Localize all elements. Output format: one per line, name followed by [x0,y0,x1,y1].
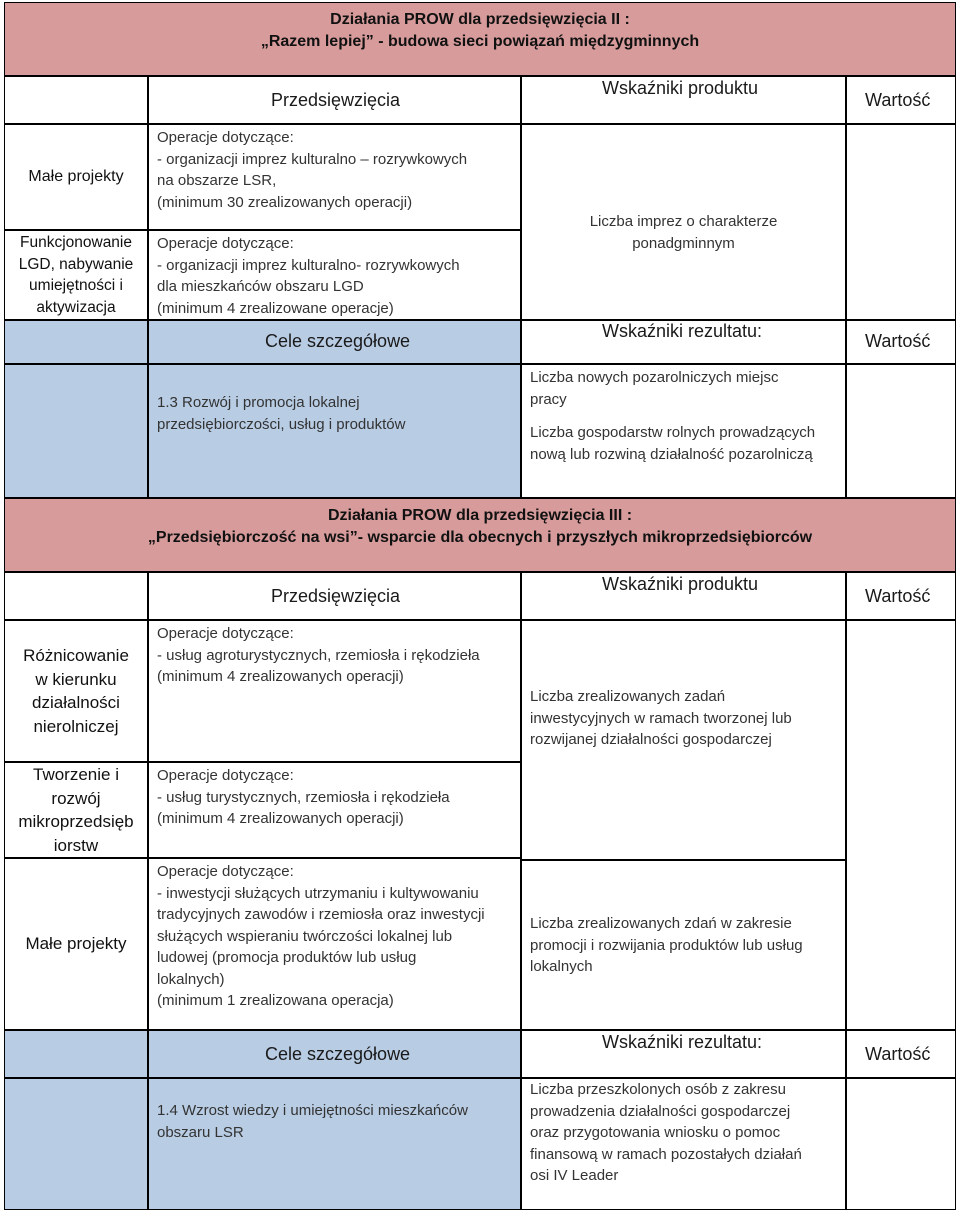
section2-rezultat-2: Liczba gospodarstw rolnych prowadzących nową lub rozwiną działalność pozarolniczą [530,424,816,463]
section3-row-tworzenie: Tworzenie i rozwój mikroprzedsięb iorstw [4,762,148,858]
section3-cele-empty [4,1078,148,1210]
section2-header-empty-2 [4,320,148,364]
section3-wartosc-produktu [846,620,956,1030]
section3-operation-3: Operacje dotyczące: - inwestycji służących utrzymaniu i kultywowaniu tradycyjnych zawodów i rzemiosła oraz inwestycji służących wspieraniu twórczości lokalnej lub ludowej (promocja produktów lub usług lokalnych) (minimum 1 zrealizowana operacja) [148,858,521,1030]
section3-rezultat-wartosc [846,1078,956,1210]
section2-wartosc-rezultatu: Wartość [846,320,956,364]
section3-header [4,498,956,572]
section3-title-line1: Działania PROW dla przedsięwzięcia III : [327,507,633,524]
section2-col-przedsiewziecia: Przedsięwzięcia [148,76,521,124]
section3-row-male-projekty: Małe projekty [4,858,148,1030]
section2-title-line1: Działania PROW dla przedsięwzięcia II : [330,11,630,28]
section2-operation-2: Operacje dotyczące: - organizacji imprez kulturalno- rozrywkowych dla mieszkańców obszaru LGD (minimum 4 zrealizowane operacje) [148,230,521,320]
section2-wartosc-produktu [846,124,956,320]
section3-wartosc-rezultatu: Wartość [846,1030,956,1078]
section2-wskaznik-produktu: Liczba imprez o charakterze ponadgminnym [521,124,846,320]
section2-row-funkcjonowanie: Funkcjonowanie LGD, nabywanie umiejętności i aktywizacja [4,230,148,320]
section2-col-wartosc: Wartość [846,76,956,124]
section2-header-empty [4,76,148,124]
section2-rezultat-wartosc [846,364,956,498]
section3-cel-1-4: 1.4 Wzrost wiedzy i umiejętności mieszkańców obszaru LSR [148,1078,521,1210]
section3-col-wskazniki-produktu: Wskaźniki produktu [521,572,846,620]
section3-wskaznik-produktu-1: Liczba zrealizowanych zadań inwestycyjnych w ramach tworzonej lub rozwijanej działalności gospodarczej [521,620,846,860]
section3-wskaznik-produktu-2: Liczba zrealizowanych zdań w zakresie promocji i rozwijania produktów lub usług lokalnych [521,860,846,1030]
section2-rezultat-1: Liczba nowych pozarolniczych miejsc pracy [530,369,779,408]
section2-header [4,2,956,76]
section2-cele-szczegolowe: Cele szczegółowe [148,320,521,364]
section2-col-wskazniki-produktu: Wskaźniki produktu [521,76,846,124]
section3-col-wartosc: Wartość [846,572,956,620]
section3-header-empty [4,572,148,620]
section2-title-line2: „Razem lepiej” - budowa sieci powiązań międzygminnych [260,33,700,50]
section2-operation-1: Operacje dotyczące: - organizacji imprez kulturalno – rozrywkowych na obszarze LSR, (minimum 30 zrealizowanych operacji) [148,124,521,230]
section3-row-roznicowanie: Różnicowanie w kierunku działalności nierolniczej [4,620,148,762]
section3-title-line2: „Przedsiębiorczość na wsi”- wsparcie dla obecnych i przyszłych mikroprzedsiębiorców [147,529,813,546]
section3-header-empty-2 [4,1030,148,1078]
section2-cel-1-3: 1.3 Rozwój i promocja lokalnej przedsiębiorczości, usług i produktów [148,364,521,498]
section3-wskazniki-rezultatu: Wskaźniki rezultatu: [521,1030,846,1078]
section2-cele-empty [4,364,148,498]
section3-cele-szczegolowe: Cele szczegółowe [148,1030,521,1078]
section3-operation-2: Operacje dotyczące: - usług turystycznych, rzemiosła i rękodzieła (minimum 4 zrealizowanych operacji) [148,762,521,858]
section3-rezultat: Liczba przeszkolonych osób z zakresu prowadzenia działalności gospodarczej oraz przygotowania wniosku o pomoc finansową w ramach pozostałych działań osi IV Leader [521,1078,846,1210]
section2-row-male-projekty: Małe projekty [4,124,148,230]
section2-wskazniki-rezultatu: Wskaźniki rezultatu: [521,320,846,364]
section3-operation-1: Operacje dotyczące: - usług agroturystycznych, rzemiosła i rękodzieła (minimum 4 zrealizowanych operacji) [148,620,521,762]
section3-col-przedsiewziecia: Przedsięwzięcia [148,572,521,620]
